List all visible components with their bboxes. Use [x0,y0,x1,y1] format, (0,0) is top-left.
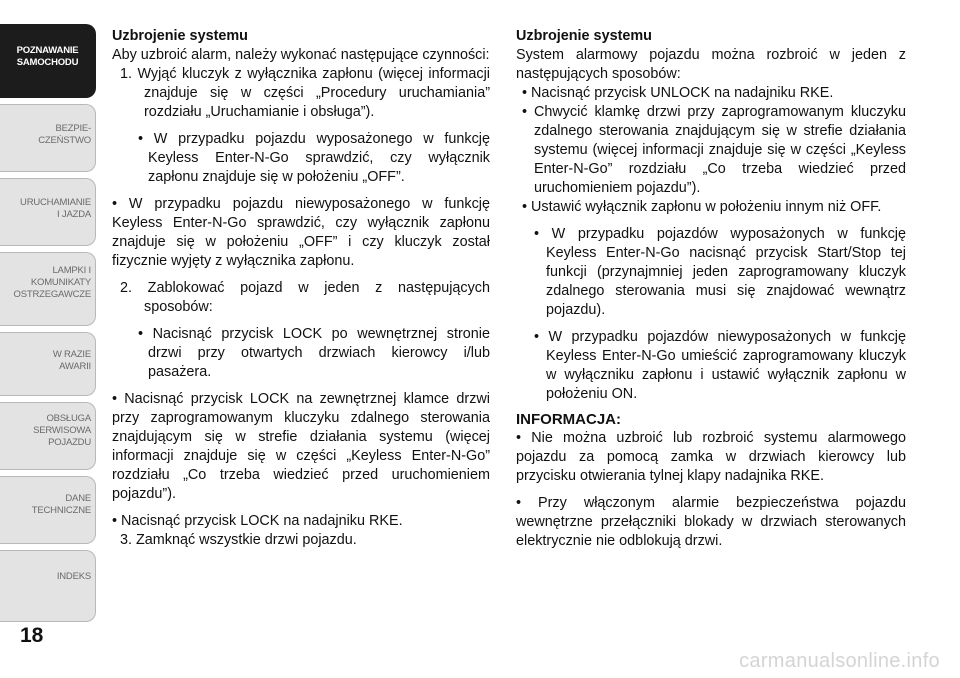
info-bullet-2: • Przy włączonym alarmie bezpieczeństwa pojazdu wewnętrzne przełączniki blokady w drzwiach sterowanych elektrycznie nie odblokują drzwi. [516,495,906,549]
step-2-sub-bullet: • Nacisnąć przycisk LOCK po wewnętrznej stronie drzwi przy otwartych drzwiach kierowcy i/lub pasażera. [138,326,490,380]
tab-label: OBSŁUGA SERWISOWA POJAZDU [33,413,91,448]
section-heading-disarming: Uzbrojenie systemu [516,28,652,44]
intro-paragraph: System alarmowy pojazdu można rozbroić w jeden z następujących sposobów: [516,47,906,82]
page-number: 18 [20,624,44,647]
tab-poznawanie-samochodu[interactable] [0,24,96,98]
chapter-sidebar [0,0,100,678]
bullet-unlock: • Nacisnąć przycisk UNLOCK na nadajniku RKE. [522,85,834,101]
tab-label: URUCHAMIANIE I JAZDA [20,197,91,220]
bullet-rke-lock: • Nacisnąć przycisk LOCK na nadajniku RKE. [112,513,403,529]
step-3: 3. Zamknąć wszystkie drzwi pojazdu. [120,532,357,548]
info-bullet-1: • Nie można uzbroić lub rozbroić systemu alarmowego pojazdu za pomocą zamka w drzwiach kierowcy lub przycisku otwierania tylnej klapy nadajnika RKE. [516,430,906,484]
sub-bullet-keyless: • W przypadku pojazdów wyposażonych w funkcję Keyless Enter-N-Go nacisnąć przycisk Start/Stop tej funkcji (przynajmniej jeden zaprogramowany kluczyk zdalnego sterowania musi się znajdować wewnątrz pojazdu). [534,226,906,318]
intro-paragraph: Aby uzbroić alarm, należy wykonać następujące czynności: [112,47,490,63]
right-column [516,27,906,551]
tab-label: INDEKS [56,571,91,582]
step-1: 1. Wyjąć kluczyk z wyłącznika zapłonu (więcej informacji znajduje się w części „Procedury uruchamiania” rozdziału „Uruchamianie i obsługa”). [120,66,490,120]
left-column [112,27,490,550]
tab-dane-techniczne[interactable] [0,476,96,544]
watermark: carmanualsonline.info [739,650,940,672]
info-heading: INFORMACJA: [516,411,621,428]
bullet-outside-handle: • Nacisnąć przycisk LOCK na zewnętrznej klamce drzwi przy zaprogramowanym kluczyku zdalnego sterowania znajdującym się w strefie działania systemu (więcej informacji znajduje się w części „Keyless Enter-N-Go” rozdziału „Co trzeba wiedzieć przed uruchomieniem pojazdu”). [112,391,490,502]
tab-label: DANE TECHNICZNE [31,493,91,516]
sub-bullet-no-keyless: • W przypadku pojazdów niewyposażonych w funkcję Keyless Enter-N-Go umieścić zaprogramowany kluczyk w wyłączniku zapłonu i ustawić wyłącznik zapłonu w położeniu ON. [534,329,906,402]
tab-obsluga-serwisowa[interactable] [0,402,96,470]
tab-label: W RAZIE AWARII [52,349,91,372]
tab-label: LAMPKI I KOMUNIKATY OSTRZEGAWCZE [13,265,91,300]
tab-w-razie-awarii[interactable] [0,332,96,396]
bullet-door-handle: • Chwycić klamkę drzwi przy zaprogramowanym kluczyku zdalnego sterowania znajdującym się w strefie działania systemu (więcej informacji znajduje się w części „Keyless Enter-N-Go” rozdziału „Co trzeba wiedzieć przed uruchomieniem pojazdu”). [522,104,906,196]
tab-label: BEZPIE- CZEŃSTWO [38,123,91,146]
tab-lampki-i-komunikaty[interactable] [0,252,96,326]
section-heading-arming: Uzbrojenie systemu [112,28,248,44]
tab-bezpieczenstwo[interactable] [0,104,96,172]
bullet-no-keyless: • W przypadku pojazdu niewyposażonego w funkcję Keyless Enter-N-Go sprawdzić, czy wyłącznik zapłonu znajduje się w położeniu „OFF” i czy kluczyk został fizycznie wyjęty z wyłącznika zapłonu. [112,196,490,269]
tab-indeks[interactable] [0,550,96,622]
step-1-sub-bullet: • W przypadku pojazdu wyposażonego w funkcję Keyless Enter-N-Go sprawdzić, czy wyłącznik zapłonu znajduje się w położeniu „OFF”. [138,131,490,185]
step-2: 2. Zablokować pojazd w jeden z następujących sposobów: [120,280,490,315]
tab-uruchamianie-i-jazda[interactable] [0,178,96,246]
tab-label: POZNAWANIE SAMOCHODU [16,45,79,68]
bullet-ignition: • Ustawić wyłącznik zapłonu w położeniu innym niż OFF. [522,199,882,215]
